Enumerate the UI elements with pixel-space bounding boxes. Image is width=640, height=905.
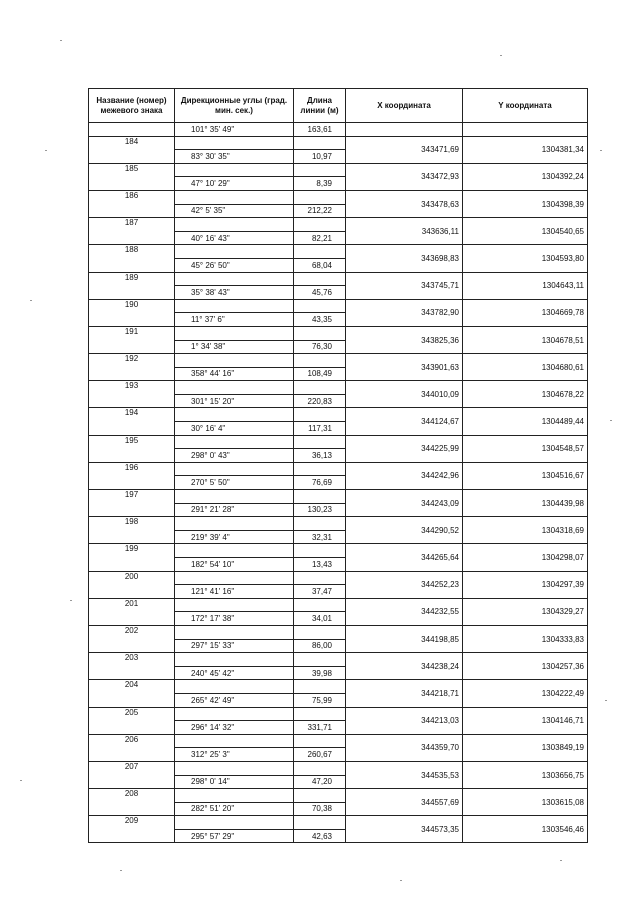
direction-angle-cell (175, 680, 294, 694)
y-coordinate-cell: 1304669,78 (463, 299, 588, 326)
y-coordinate-cell: 1304257,36 (463, 653, 588, 680)
x-coordinate-cell: 343472,93 (346, 163, 463, 190)
direction-angle-cell (175, 598, 294, 612)
line-length-cell (294, 299, 346, 313)
scan-speck (500, 55, 502, 56)
point-name-cell: 192 (89, 354, 175, 381)
line-length-cell: 86,00 (294, 639, 346, 653)
header-y-coordinate: Y координата (463, 89, 588, 123)
direction-angle-cell: 45° 26' 50" (175, 258, 294, 272)
scan-speck (45, 150, 47, 151)
line-length-cell: 10,97 (294, 150, 346, 164)
direction-angle-cell: 1° 34' 38" (175, 340, 294, 354)
point-name-cell: 205 (89, 707, 175, 734)
point-name-cell: 201 (89, 598, 175, 625)
direction-angle-cell (175, 734, 294, 748)
table-row (89, 789, 588, 803)
y-coordinate-cell: 1303656,75 (463, 761, 588, 788)
direction-angle-cell: 172° 17' 38" (175, 612, 294, 626)
line-length-cell: 13,43 (294, 558, 346, 572)
table-row (89, 381, 588, 395)
x-coordinate-cell: 344198,85 (346, 625, 463, 652)
line-length-cell: 331,71 (294, 721, 346, 735)
x-coordinate-cell: 343636,11 (346, 218, 463, 245)
line-length-cell (294, 218, 346, 232)
direction-angle-cell (175, 435, 294, 449)
line-length-cell (294, 598, 346, 612)
y-coordinate-cell: 1304643,11 (463, 272, 588, 299)
table-row (89, 761, 588, 775)
direction-angle-cell: 11° 37' 6" (175, 313, 294, 327)
point-name-cell: 197 (89, 490, 175, 517)
line-length-cell (294, 625, 346, 639)
line-length-cell (294, 163, 346, 177)
scan-speck (20, 780, 22, 781)
direction-angle-cell (175, 517, 294, 531)
direction-angle-cell (175, 381, 294, 395)
direction-angle-cell: 182° 54' 10" (175, 558, 294, 572)
point-name-cell: 186 (89, 190, 175, 217)
header-line-length: Длина линии (м) (294, 89, 346, 123)
direction-angle-cell: 297° 15' 33" (175, 639, 294, 653)
scan-speck (120, 870, 122, 871)
direction-angle-cell (175, 218, 294, 232)
direction-angle-cell (175, 571, 294, 585)
direction-angle-cell (175, 299, 294, 313)
table-row (89, 707, 588, 721)
x-coordinate-cell: 344290,52 (346, 517, 463, 544)
line-length-cell (294, 136, 346, 150)
x-coordinate-cell: 343901,63 (346, 354, 463, 381)
y-coordinate-cell: 1304439,98 (463, 490, 588, 517)
direction-angle-cell (175, 653, 294, 667)
line-length-cell: 220,83 (294, 394, 346, 408)
y-coordinate-cell: 1304333,83 (463, 625, 588, 652)
y-coordinate-cell: 1304489,44 (463, 408, 588, 435)
table-row (89, 680, 588, 694)
x-coordinate-cell: 344557,69 (346, 789, 463, 816)
line-length-cell: 76,69 (294, 476, 346, 490)
table-row (89, 544, 588, 558)
x-coordinate-cell: 344213,03 (346, 707, 463, 734)
direction-angle-cell (175, 354, 294, 368)
line-length-cell (294, 653, 346, 667)
header-direction-angle: Дирекционные углы (град. мин. сек.) (175, 89, 294, 123)
direction-angle-cell: 265° 42' 49" (175, 693, 294, 707)
direction-angle-cell (175, 190, 294, 204)
line-length-cell: 36,13 (294, 449, 346, 463)
y-coordinate-cell: 1304593,80 (463, 245, 588, 272)
direction-angle-cell: 312° 25' 3" (175, 748, 294, 762)
scan-speck (610, 420, 612, 421)
scan-speck (60, 40, 62, 41)
direction-angle-cell: 358° 44' 16" (175, 367, 294, 381)
x-coordinate-cell (346, 123, 463, 137)
y-coordinate-cell: 1303546,46 (463, 816, 588, 843)
point-name-cell: 194 (89, 408, 175, 435)
point-name-cell: 202 (89, 625, 175, 652)
line-length-cell: 8,39 (294, 177, 346, 191)
point-name-cell: 187 (89, 218, 175, 245)
point-name-cell: 190 (89, 299, 175, 326)
y-coordinate-cell (463, 123, 588, 137)
point-name-cell: 189 (89, 272, 175, 299)
x-coordinate-cell: 344238,24 (346, 653, 463, 680)
table-row (89, 136, 588, 150)
table-row (89, 490, 588, 504)
line-length-cell (294, 761, 346, 775)
point-name-cell: 200 (89, 571, 175, 598)
x-coordinate-cell: 344242,96 (346, 462, 463, 489)
x-coordinate-cell: 344265,64 (346, 544, 463, 571)
direction-angle-cell (175, 462, 294, 476)
y-coordinate-cell: 1304329,27 (463, 598, 588, 625)
point-name-cell: 208 (89, 789, 175, 816)
direction-angle-cell: 40° 16' 43" (175, 231, 294, 245)
table-body (89, 123, 588, 843)
point-name-cell (89, 123, 175, 137)
x-coordinate-cell: 343745,71 (346, 272, 463, 299)
table-row (89, 571, 588, 585)
table-row (89, 435, 588, 449)
direction-angle-cell: 291° 21' 28" (175, 503, 294, 517)
scan-speck (70, 600, 72, 601)
line-length-cell: 76,30 (294, 340, 346, 354)
direction-angle-cell (175, 761, 294, 775)
line-length-cell (294, 734, 346, 748)
point-name-cell: 195 (89, 435, 175, 462)
direction-angle-cell: 35° 38' 43" (175, 286, 294, 300)
direction-angle-cell: 83° 30' 35" (175, 150, 294, 164)
x-coordinate-cell: 344225,99 (346, 435, 463, 462)
direction-angle-cell (175, 490, 294, 504)
x-coordinate-cell: 343825,36 (346, 326, 463, 353)
direction-angle-cell (175, 816, 294, 830)
direction-angle-cell: 219° 39' 4" (175, 530, 294, 544)
table-row (89, 408, 588, 422)
table-row (89, 625, 588, 639)
line-length-cell (294, 326, 346, 340)
x-coordinate-cell: 344573,35 (346, 816, 463, 843)
line-length-cell: 39,98 (294, 666, 346, 680)
direction-angle-cell (175, 326, 294, 340)
scan-speck (605, 700, 607, 701)
direction-angle-cell: 282° 51' 20" (175, 802, 294, 816)
scan-speck (400, 880, 402, 881)
table-row (89, 218, 588, 232)
y-coordinate-cell: 1304678,51 (463, 326, 588, 353)
x-coordinate-cell: 343478,63 (346, 190, 463, 217)
table-row (89, 354, 588, 368)
line-length-cell: 117,31 (294, 422, 346, 436)
point-name-cell: 188 (89, 245, 175, 272)
table-row (89, 245, 588, 259)
y-coordinate-cell: 1304318,69 (463, 517, 588, 544)
direction-angle-cell: 30° 16' 4" (175, 422, 294, 436)
line-length-cell: 130,23 (294, 503, 346, 517)
direction-angle-cell: 298° 0' 43" (175, 449, 294, 463)
direction-angle-cell (175, 544, 294, 558)
line-length-cell (294, 789, 346, 803)
x-coordinate-cell: 344232,55 (346, 598, 463, 625)
table-row (89, 326, 588, 340)
point-name-cell: 206 (89, 734, 175, 761)
direction-angle-cell: 121° 41' 16" (175, 585, 294, 599)
point-name-cell: 198 (89, 517, 175, 544)
point-name-cell: 199 (89, 544, 175, 571)
line-length-cell: 82,21 (294, 231, 346, 245)
point-name-cell: 204 (89, 680, 175, 707)
line-length-cell: 260,67 (294, 748, 346, 762)
line-length-cell (294, 190, 346, 204)
line-length-cell (294, 544, 346, 558)
table-row (89, 462, 588, 476)
y-coordinate-cell: 1304392,24 (463, 163, 588, 190)
y-coordinate-cell: 1303615,08 (463, 789, 588, 816)
direction-angle-cell: 47° 10' 29" (175, 177, 294, 191)
y-coordinate-cell: 1304146,71 (463, 707, 588, 734)
line-length-cell (294, 571, 346, 585)
y-coordinate-cell: 1304298,07 (463, 544, 588, 571)
direction-angle-cell (175, 163, 294, 177)
line-length-cell (294, 245, 346, 259)
y-coordinate-cell: 1304680,61 (463, 354, 588, 381)
y-coordinate-cell: 1304548,57 (463, 435, 588, 462)
direction-angle-cell (175, 272, 294, 286)
line-length-cell: 75,99 (294, 693, 346, 707)
scan-speck (30, 300, 32, 301)
point-name-cell: 191 (89, 326, 175, 353)
x-coordinate-cell: 344252,23 (346, 571, 463, 598)
x-coordinate-cell: 344535,53 (346, 761, 463, 788)
line-length-cell (294, 272, 346, 286)
x-coordinate-cell: 343782,90 (346, 299, 463, 326)
table-row (89, 734, 588, 748)
direction-angle-cell (175, 136, 294, 150)
line-length-cell: 212,22 (294, 204, 346, 218)
header-point-name: Название (номер) межевого знака (89, 89, 175, 123)
table-row (89, 653, 588, 667)
table-row (89, 190, 588, 204)
point-name-cell: 185 (89, 163, 175, 190)
line-length-cell: 47,20 (294, 775, 346, 789)
direction-angle-cell: 301° 15' 20" (175, 394, 294, 408)
scan-speck (560, 860, 562, 861)
y-coordinate-cell: 1304381,34 (463, 136, 588, 163)
table-row (89, 163, 588, 177)
header-x-coordinate: X координата (346, 89, 463, 123)
scan-speck (600, 150, 602, 151)
line-length-cell: 43,35 (294, 313, 346, 327)
line-length-cell (294, 354, 346, 368)
table-row (89, 299, 588, 313)
line-length-cell (294, 381, 346, 395)
line-length-cell (294, 707, 346, 721)
table-row (89, 272, 588, 286)
line-length-cell: 34,01 (294, 612, 346, 626)
x-coordinate-cell: 344218,71 (346, 680, 463, 707)
coordinates-table (88, 88, 588, 843)
direction-angle-cell: 295° 57' 29" (175, 829, 294, 843)
table-row (89, 816, 588, 830)
direction-angle-cell: 296° 14' 32" (175, 721, 294, 735)
y-coordinate-cell: 1304222,49 (463, 680, 588, 707)
x-coordinate-cell: 344359,70 (346, 734, 463, 761)
table-row (89, 123, 588, 137)
line-length-cell (294, 408, 346, 422)
line-length-cell: 108,49 (294, 367, 346, 381)
y-coordinate-cell: 1304540,65 (463, 218, 588, 245)
point-name-cell: 193 (89, 381, 175, 408)
line-length-cell: 37,47 (294, 585, 346, 599)
direction-angle-cell (175, 789, 294, 803)
direction-angle-cell (175, 625, 294, 639)
table-header (89, 89, 588, 123)
direction-angle-cell: 298° 0' 14" (175, 775, 294, 789)
x-coordinate-cell: 344243,09 (346, 490, 463, 517)
line-length-cell: 45,76 (294, 286, 346, 300)
y-coordinate-cell: 1304398,39 (463, 190, 588, 217)
direction-angle-cell: 42° 5' 35" (175, 204, 294, 218)
line-length-cell: 42,63 (294, 829, 346, 843)
direction-angle-cell (175, 408, 294, 422)
line-length-cell (294, 680, 346, 694)
direction-angle-cell: 240° 45' 42" (175, 666, 294, 680)
line-length-cell (294, 435, 346, 449)
point-name-cell: 209 (89, 816, 175, 843)
x-coordinate-cell: 343471,69 (346, 136, 463, 163)
y-coordinate-cell: 1304678,22 (463, 381, 588, 408)
x-coordinate-cell: 344010,09 (346, 381, 463, 408)
point-name-cell: 184 (89, 136, 175, 163)
y-coordinate-cell: 1304516,67 (463, 462, 588, 489)
line-length-cell (294, 816, 346, 830)
line-length-cell: 32,31 (294, 530, 346, 544)
line-length-cell: 68,04 (294, 258, 346, 272)
y-coordinate-cell: 1303849,19 (463, 734, 588, 761)
line-length-cell: 163,61 (294, 123, 346, 137)
point-name-cell: 196 (89, 462, 175, 489)
table-row (89, 598, 588, 612)
x-coordinate-cell: 343698,83 (346, 245, 463, 272)
line-length-cell (294, 462, 346, 476)
point-name-cell: 207 (89, 761, 175, 788)
direction-angle-cell (175, 245, 294, 259)
x-coordinate-cell: 344124,67 (346, 408, 463, 435)
table-row (89, 517, 588, 531)
line-length-cell (294, 490, 346, 504)
direction-angle-cell (175, 707, 294, 721)
line-length-cell (294, 517, 346, 531)
line-length-cell: 70,38 (294, 802, 346, 816)
direction-angle-cell: 101° 35' 49" (175, 123, 294, 137)
point-name-cell: 203 (89, 653, 175, 680)
direction-angle-cell: 270° 5' 50" (175, 476, 294, 490)
y-coordinate-cell: 1304297,39 (463, 571, 588, 598)
